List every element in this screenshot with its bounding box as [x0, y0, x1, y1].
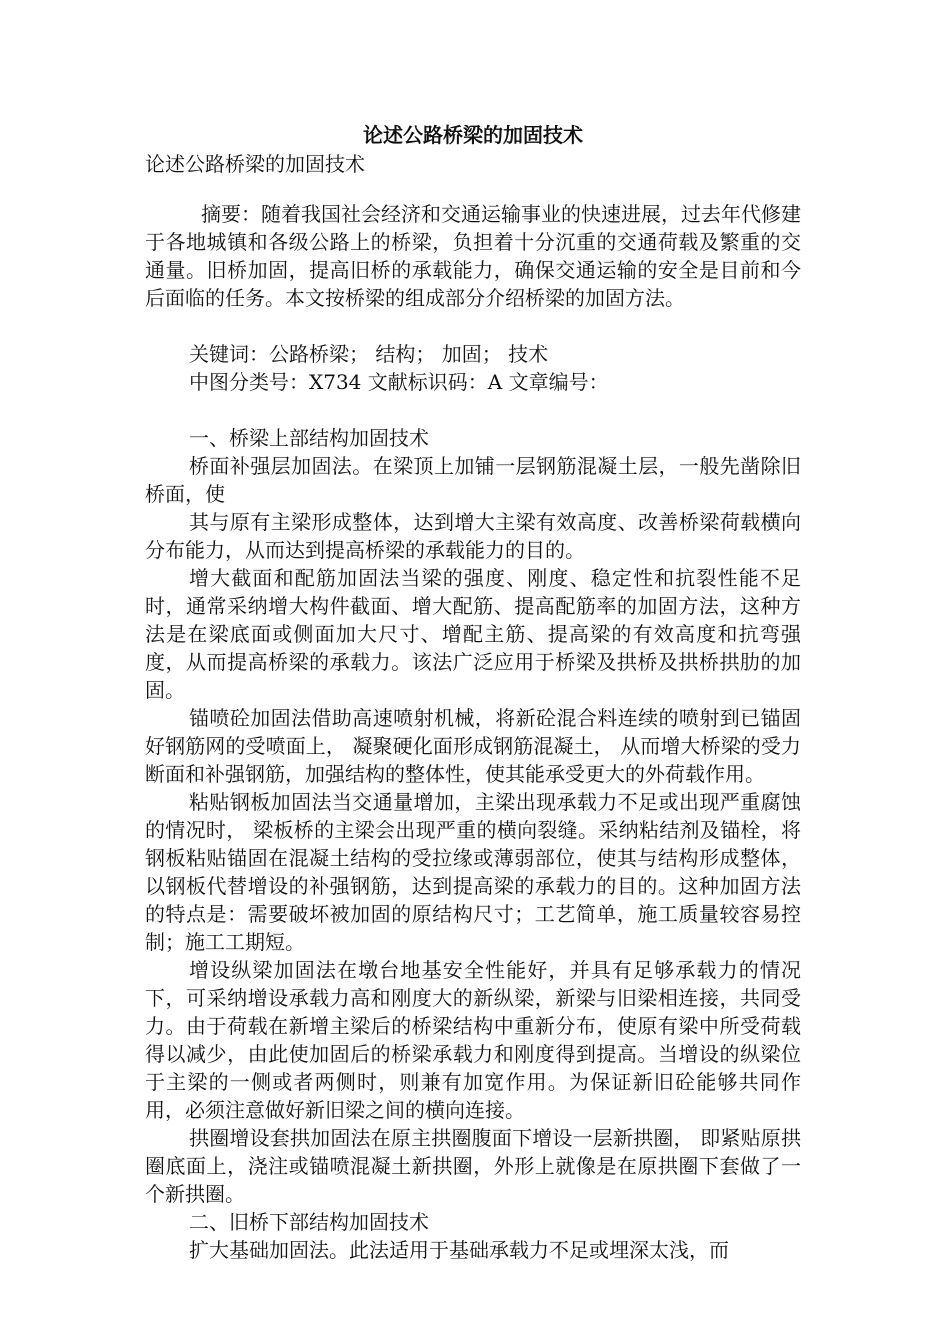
paragraph-longitudinal-beam: 增设纵梁加固法在墩台地基安全性能好，并具有足够承载力的情况下，可采纳增设承载力高和刚度大的新纵梁，新梁与旧梁相连接，共同受力。由于荷载在新增主梁后的桥梁结构中重新分布，使原有梁中所受荷载得以减少，由此使加固后的桥梁承载力和刚度得到提高。当增设的纵梁位于主梁的一侧或者两侧时，则兼有加宽作用。为保证新旧砼能够共同作用，必须注意做好新旧梁之间的横向连接。	[145, 958, 801, 1122]
document-subtitle: 论述公路桥梁的加固技术	[145, 152, 365, 176]
document-title: 论述公路桥梁的加固技术	[363, 123, 583, 147]
paragraph-foundation: 扩大基础加固法。此法适用于基础承载力不足或埋深太浅，而	[189, 1238, 729, 1262]
paragraph-section-enlargement: 增大截面和配筋加固法当梁的强度、刚度、稳定性和抗裂性能不足时，通常采纳增大构件截面、增大配筋、提高配筋率的加固方法，这种方法是在梁底面或侧面加大尺寸、增配主筋、提高梁的有效高度和抗弯强度，从而提高桥梁的承载力。该法广泛应用于桥梁及拱桥及拱桥拱肋的加固。	[145, 566, 801, 702]
document-body	[145, 120, 801, 1264]
paragraph-steel-plate: 粘贴钢板加固法当交通量增加，主梁出现承载力不足或出现严重腐蚀的情况时， 梁板桥的主梁会出现严重的横向裂缝。采纳粘结剂及锚栓，将钢板粘贴锚固在混凝土结构的受拉缘或薄弱部位，使其与结构形成整体，以钢板代替增设的补强钢筋，达到提高梁的承载力的目的。这种加固方法的特点是：需要破坏被加固的原结构尺寸；工艺简单，施工质量较容易控制；施工工期短。	[145, 790, 801, 954]
keywords-line: 关键词：公路桥梁； 结构； 加固； 技术	[189, 342, 549, 366]
classification-line: 中图分类号：X734 文献标识码：A 文章编号：	[189, 370, 609, 394]
paragraph-shotcrete: 锚喷砼加固法借助高速喷射机械，将新砼混合料连续的喷射到已锚固好钢筋网的受喷面上， 凝聚硬化面形成钢筋混凝土， 从而增大桥梁的受力断面和补强钢筋，加强结构的整体性，使其能承受更大的外荷载作用。	[145, 706, 801, 786]
section-heading-substructure: 二、旧桥下部结构加固技术	[189, 1210, 429, 1234]
paragraph-arch-ring: 拱圈增设套拱加固法在原主拱圈腹面下增设一层新拱圈， 即紧贴原拱圈底面上，浇注或锚喷混凝土新拱圈，外形上就像是在原拱圈下套做了一个新拱圈。	[145, 1126, 801, 1206]
paragraph-integral-beam: 其与原有主梁形成整体，达到增大主梁有效高度、改善桥梁荷载横向分布能力，从而达到提高桥梁的承载能力的目的。	[145, 510, 801, 562]
paragraph-deck-overlay: 桥面补强层加固法。在梁顶上加铺一层钢筋混凝土层，一般先凿除旧桥面，使	[145, 454, 801, 506]
section-heading-superstructure: 一、桥梁上部结构加固技术	[189, 426, 429, 450]
abstract-paragraph: 摘要：随着我国社会经济和交通运输事业的快速进展，过去年代修建于各地城镇和各级公路上的桥梁，负担着十分沉重的交通荷载及繁重的交通量。旧桥加固，提高旧桥的承载能力，确保交通运输的安全是目前和今后面临的任务。本文按桥梁的组成部分介绍桥梁的加固方法。	[145, 202, 801, 310]
